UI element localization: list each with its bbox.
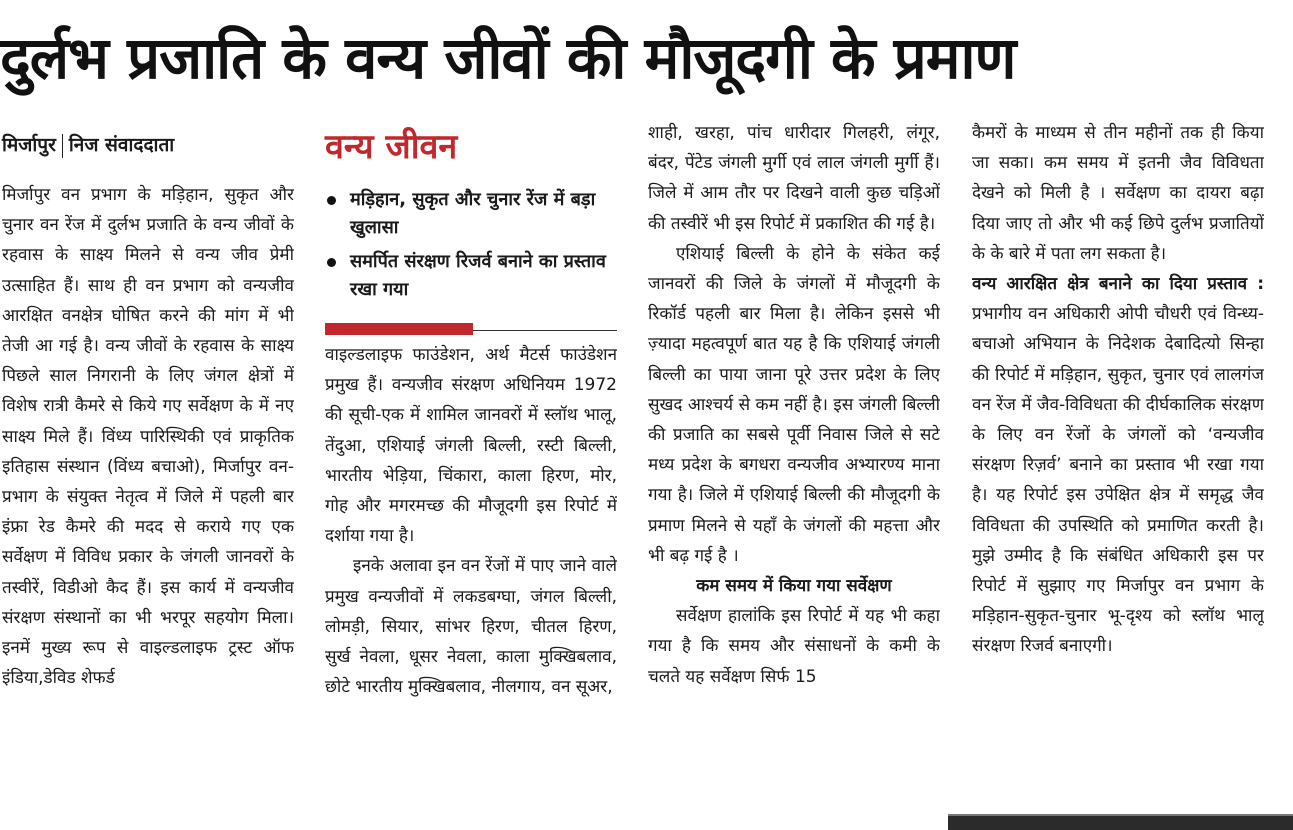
divider-red-bar [325,323,473,335]
byline [2,128,302,162]
col2-paragraph-2: इनके अलावा इन वन रेंजों में पाए जाने वाले प्रमुख वन्यजीवों में लकडबग्घा, जंगल बिल्ली, लोमड़ी, सियार, सांभर हिरण, चीतल हिरण, सुर्ख नेवला, धूसर नेवला, काला मुक्खिबलाव, छोटे भारतीय मुक्खिबलाव, नीलगाय, वन सूअर, [325,556,617,698]
byline-reporter: निज संवाददाता [68,134,175,156]
highlight-bullet-2: समर्पित संरक्षण रिजर्व बनाने का प्रस्ताव रखा गया [325,248,620,304]
col3-paragraph-1: शाही, खरहा, पांच धारीदार गिलहरी, लंगूर, बंदर, पेंटेड जंगली मुर्गी एवं लाल जंगली मुर्गी हैं। जिले में आम तौर पर दिखने वाली कुछ चड़िओं की तस्वीरें भी इस रिपोर्ट में प्रकाशित की गई है। [648,123,940,234]
col4-paragraph-1: कैमरों के माध्यम से तीन महीनों तक ही किया जा सका। कम समय में इतनी जैव विविधता देखने को मिली है । सर्वेक्षण का दायरा बढ़ा दिया जाए तो और भी कई छिपे दुर्लभ प्रजातियों के के बारे में पता लग सकता है। [972,123,1264,264]
byline-location: मिर्जापुर [2,134,56,156]
divider-thin-line [473,330,617,331]
article-column-3 [648,118,940,800]
byline-separator [62,134,63,158]
article-column-1 [2,180,294,810]
highlight-bullets [325,186,620,316]
col3-subheading: कम समय में किया गया सर्वेक्षण [696,576,892,597]
col3-paragraph-3: सर्वेक्षण हालांकि इस रिपोर्ट में यह भी कहा गया है कि समय और संसाधनों के कमी के चलते यह सर्वेक्षण सिर्फ 15 [648,606,940,687]
col4-paragraph-2-text: प्रभागीय वन अधिकारी ओपी चौधरी एवं विन्ध्य-बचाओ अभियान के निदेशक देबादित्यो सिन्हा की रिपोर्ट में मड़िहान, सुकृत, चुनार एवं लालगंज वन रेंज में जैव-विविधता की दीर्घकालिक संरक्षण के लिए वन रेंजों के जंगलों को ‘वन्यजीव संरक्षण रिज़र्व’ बनाने का प्रस्ताव भी रखा गया है। यह रिपोर्ट इस उपेक्षित क्षेत्र में समृद्ध जैव विविधता की उपस्थिति को प्रमाणित करती है। मुझे उम्मीद है कि संबंधित अधिकारी इस पर रिपोर्ट में सुझाए गए मिर्जापुर वन प्रभाग के मड़िहान-सुकृत-चुनार भू-दृश्य को स्लॉथ भालू संरक्षण रिजर्व बनाएगी। [972,304,1264,657]
col1-paragraph-1: मिर्जापुर वन प्रभाग के मड़िहान, सुकृत और चुनार वन रेंज में दुर्लभ प्रजाति के वन्य जीवों के रहवास के साक्ष्य मिलने से वन्य जीव प्रेमी उत्साहित हैं। साथ ही वन प्रभाग को वन्यजीव आरक्षित वनक्षेत्र घोषित करने की मांग में भी तेजी आ गई है। वन्य जीवों के रहवास के साक्ष्य पिछले साल निगरानी के लिए जंगल क्षेत्रों में विशेष रात्री कैमरे से किये गए सर्वेक्षण के में नए साक्ष्य मिले हैं। विंध्य पारिस्थिकी एवं प्राकृतिक इतिहास संस्थान (विंध्य बचाओ), मिर्जापुर वन-प्रभाग के संयुक्त नेतृत्व में जिले में पहली बार इंफ्रा रेड कैमरे की मदद से कराये गए एक सर्वेक्षण में विविध प्रकार के जंगली जानवरों के तस्वीरें, विडीओ कैद हैं। इस कार्य में वन्यजीव संरक्षण संस्थानों का भी भरपूर सहयोग मिला। इनमें मुख्य रूप से वाइल्डलाइफ ट्रस्ट ऑफ इंडिया,डेविड शेफर्ड [2,185,294,689]
col2-paragraph-1: वाइल्डलाइफ फाउंडेशन, अर्थ मैटर्स फाउंडेशन प्रमुख हैं। वन्यजीव संरक्षण अधिनियम 1972 की सूची-एक में शामिल जानवरों में स्लॉथ भालू, तेंदुआ, एशियाई जंगली बिल्ली, रस्टी बिल्ली, भारतीय भेड़िया, चिंकारा, काला हिरण, मोर, गोह और मगरमच्छ की मौजूदगी इस रिपोर्ट में दर्शाया गया है। [325,345,617,547]
article-column-2 [325,340,617,810]
section-label: वन्य जीवन [325,127,458,167]
article-column-4 [972,118,1264,800]
headline: दुर्लभ प्रजाति के वन्य जीवों की मौजूदगी के प्रमाण [0,24,1016,92]
highlight-bullet-1: मड़िहान, सुकृत और चुनार रेंज में बड़ा खुलासा [325,186,620,242]
section-divider [325,323,617,335]
col3-paragraph-2: एशियाई बिल्ली के होने के संकेत कई जानवरों की जिले के जंगलों में मौजूदगी के रिकॉर्ड पहली बार मिला है। लेकिन इससे भी ज़्यादा महत्वपूर्ण बात यह है कि एशियाई जंगली बिल्ली का पाया जाना पूरे उत्तर प्रदेश के लिए सुखद आश्चर्य से कम नहीं है। इस जंगली बिल्ली की प्रजाति का सबसे पूर्वी निवास जिले से सटे मध्य प्रदेश के बगधरा वन्यजीव अभ्यारण्य माना गया है। जिले में एशियाई बिल्ली की मौजूदगी के प्रमाण मिलने से यहाँ के जंगलों की महत्ता और भी बढ़ गई है । [648,243,940,566]
col4-subheading: वन्य आरक्षित क्षेत्र बनाने का दिया प्रस्ताव : [972,274,1264,295]
col4-paragraph-2 [972,269,1264,662]
